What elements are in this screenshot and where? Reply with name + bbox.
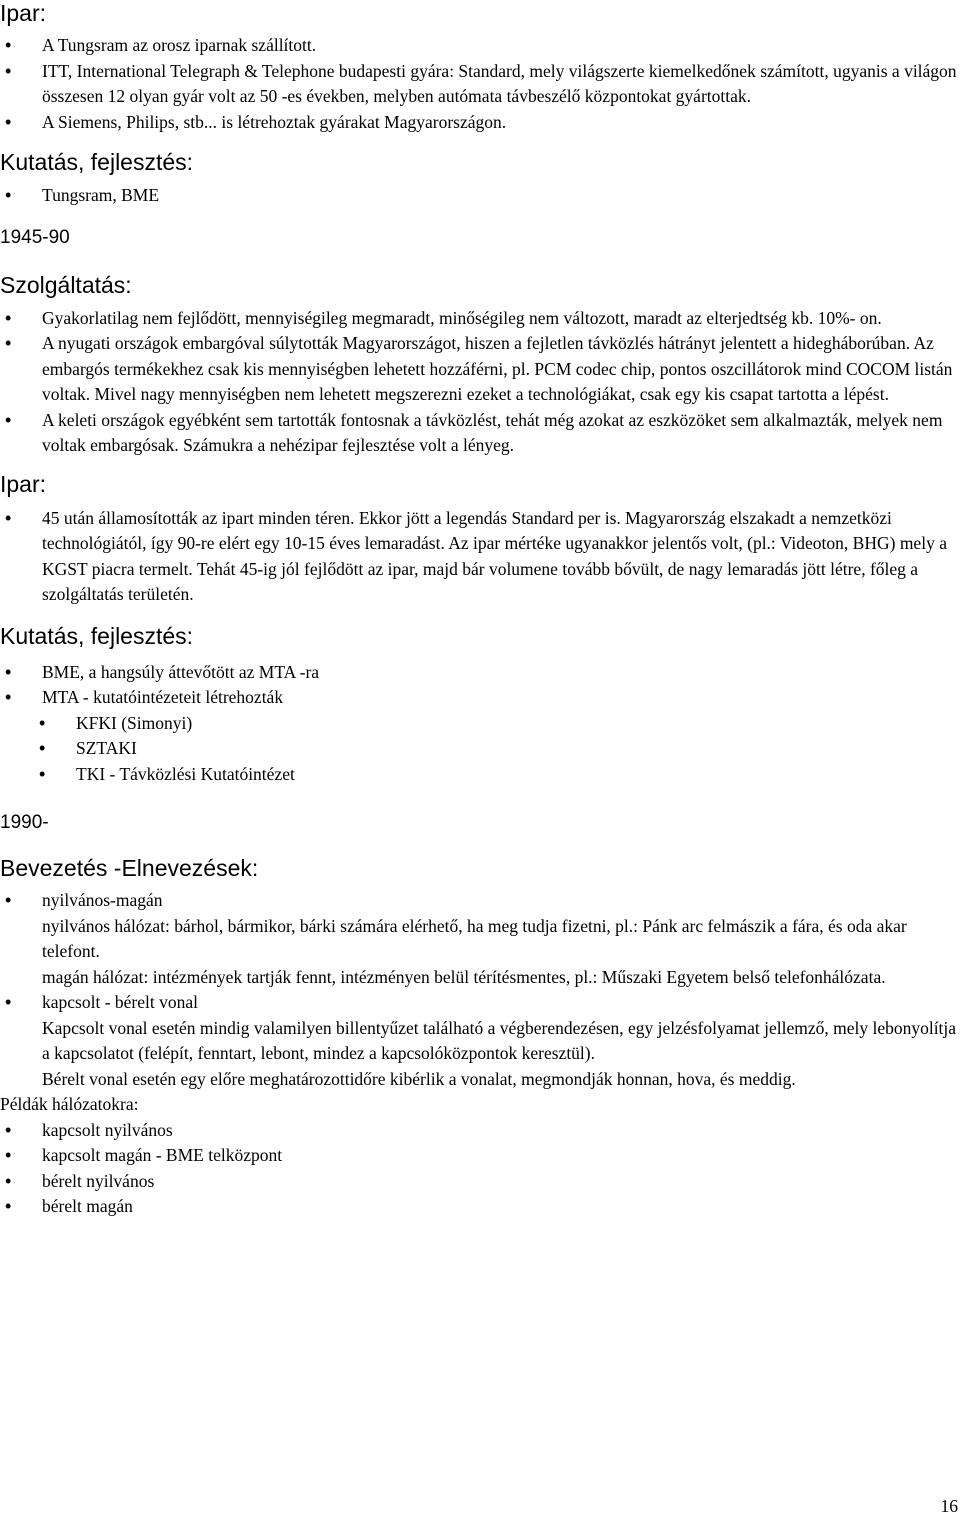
period-label: 1945-90 — [0, 226, 70, 248]
list-item: • A Siemens, Philips, stb... is létrehoztak gyárakat Magyarországon. — [0, 110, 960, 136]
section-heading-industry: Ipar: — [0, 470, 47, 497]
list-item: • 45 után államosították az ipart minden téren. Ekkor jött a legendás Standard per is. Magyarország elszakadt a nemzetközi technológiától, így 90-re elért egy 10-15 éves lemaradást. Az ipar mértéke ugyanakkor jelentős volt, (pl.: Videoton, BHG) mely a KGST piacra termelt. Tehát 45-ig jól fejlődött az ipar, majd bár volumene tovább bővült, de nagy lemaradás jött létre, főleg a szolgáltatás területén. — [0, 506, 960, 608]
research-institutes-list — [0, 711, 960, 788]
list-item: • bérelt nyilvános — [0, 1169, 960, 1195]
section-heading-definitions: Bevezetés -Elnevezések: — [0, 855, 259, 881]
definitions-list — [0, 888, 960, 1092]
section-heading-industry: Ipar: — [0, 0, 47, 26]
definition-text: nyilvános hálózat: bárhol, bármikor, bárki számára elérhető, ha meg tudja fizetni, pl.: Pánk arc felmászik a fára, és oda akar telefont. — [42, 915, 907, 961]
list-item: • kapcsolt magán - BME telközpont — [0, 1143, 960, 1169]
list-item: • bérelt magán — [0, 1194, 960, 1220]
list-item: • KFKI (Simonyi) — [0, 711, 960, 737]
definition-text: Bérelt vonal esetén egy előre meghatározottidőre kibérlik a vonalat, megmondják honnan, hova, és meddig. — [42, 1068, 796, 1089]
examples-list — [0, 1118, 960, 1220]
definition-term: nyilvános-magán — [42, 890, 163, 910]
period-label: 1990- — [0, 812, 49, 833]
list-item: • ITT, International Telegraph & Telephone budapesti gyára: Standard, mely világszerte kiemelkedőnek számított, ugyanis a világon összesen 12 olyan gyár volt az 50 -es években, melyben autómata távbeszélő központokat gyártottak. — [0, 59, 960, 110]
list-item: • A keleti országok egyébként sem tartották fontosnak a távközlést, tehát még azokat az eszközöket sem alkalmazták, melyek nem voltak embargósak. Számukra a nehézipar fejlesztése volt a lényeg. — [0, 408, 960, 459]
list-item: • Gyakorlatilag nem fejlődött, mennyiségileg megmaradt, minőségileg nem változott, maradt az elterjedtség kb. 10%- on. — [0, 306, 960, 332]
research-list — [0, 183, 960, 209]
definition-text: magán hálózat: intézmények tartják fennt, intézményen belül térítésmentes, pl.: Műszaki Egyetem belső telefonhálózata. — [42, 966, 886, 987]
list-item: • BME, a hangsúly áttevőtött az MTA -ra — [0, 660, 960, 686]
definition-text: Kapcsolt vonal esetén mindig valamilyen billentyűzet található a végberendezésen, egy jelzésfolyamat jellemző, mely lebonyolítja a kapcsolatot (felépít, fenntart, lebont, mindez a kapcsolóközpontok keresztül). — [42, 1017, 957, 1063]
list-item — [0, 990, 960, 1092]
section-heading-services: Szolgáltatás: — [0, 271, 132, 298]
list-item: • MTA - kutatóintézeteit létrehozták — [0, 685, 960, 711]
industry-list — [0, 506, 960, 608]
page-number: 16 — [940, 1496, 958, 1516]
list-item: • SZTAKI — [0, 736, 960, 762]
research-list — [0, 660, 960, 711]
industry-list — [0, 33, 960, 135]
section-heading-research: Kutatás, fejlesztés: — [0, 622, 194, 649]
section-heading-research: Kutatás, fejlesztés: — [0, 149, 194, 175]
list-item — [0, 888, 960, 990]
examples-label: Példák hálózatokra: — [0, 1094, 139, 1114]
definition-term: kapcsolt - bérelt vonal — [42, 992, 198, 1012]
list-item: • kapcsolt nyilvános — [0, 1118, 960, 1144]
services-list — [0, 306, 960, 459]
list-item: • A Tungsram az orosz iparnak szállított. — [0, 33, 960, 59]
list-item: • TKI - Távközlési Kutatóintézet — [0, 762, 960, 788]
list-item: • Tungsram, BME — [0, 183, 960, 209]
list-item: • A nyugati országok embargóval súlytották Magyarországot, hiszen a fejletlen távközlés hátrányt jelentett a hidegháborúban. Az embargós termékekhez csak kis mennyiségben lehetett hozzáférni, pl. PCM codec chip, pontos oszcillátorok mind COCOM listán voltak. Mivel nagy mennyiségben nem lehetett megszerezni ezeket a technológiákat, csak egy kis csapat tartotta a lépést. — [0, 331, 960, 408]
